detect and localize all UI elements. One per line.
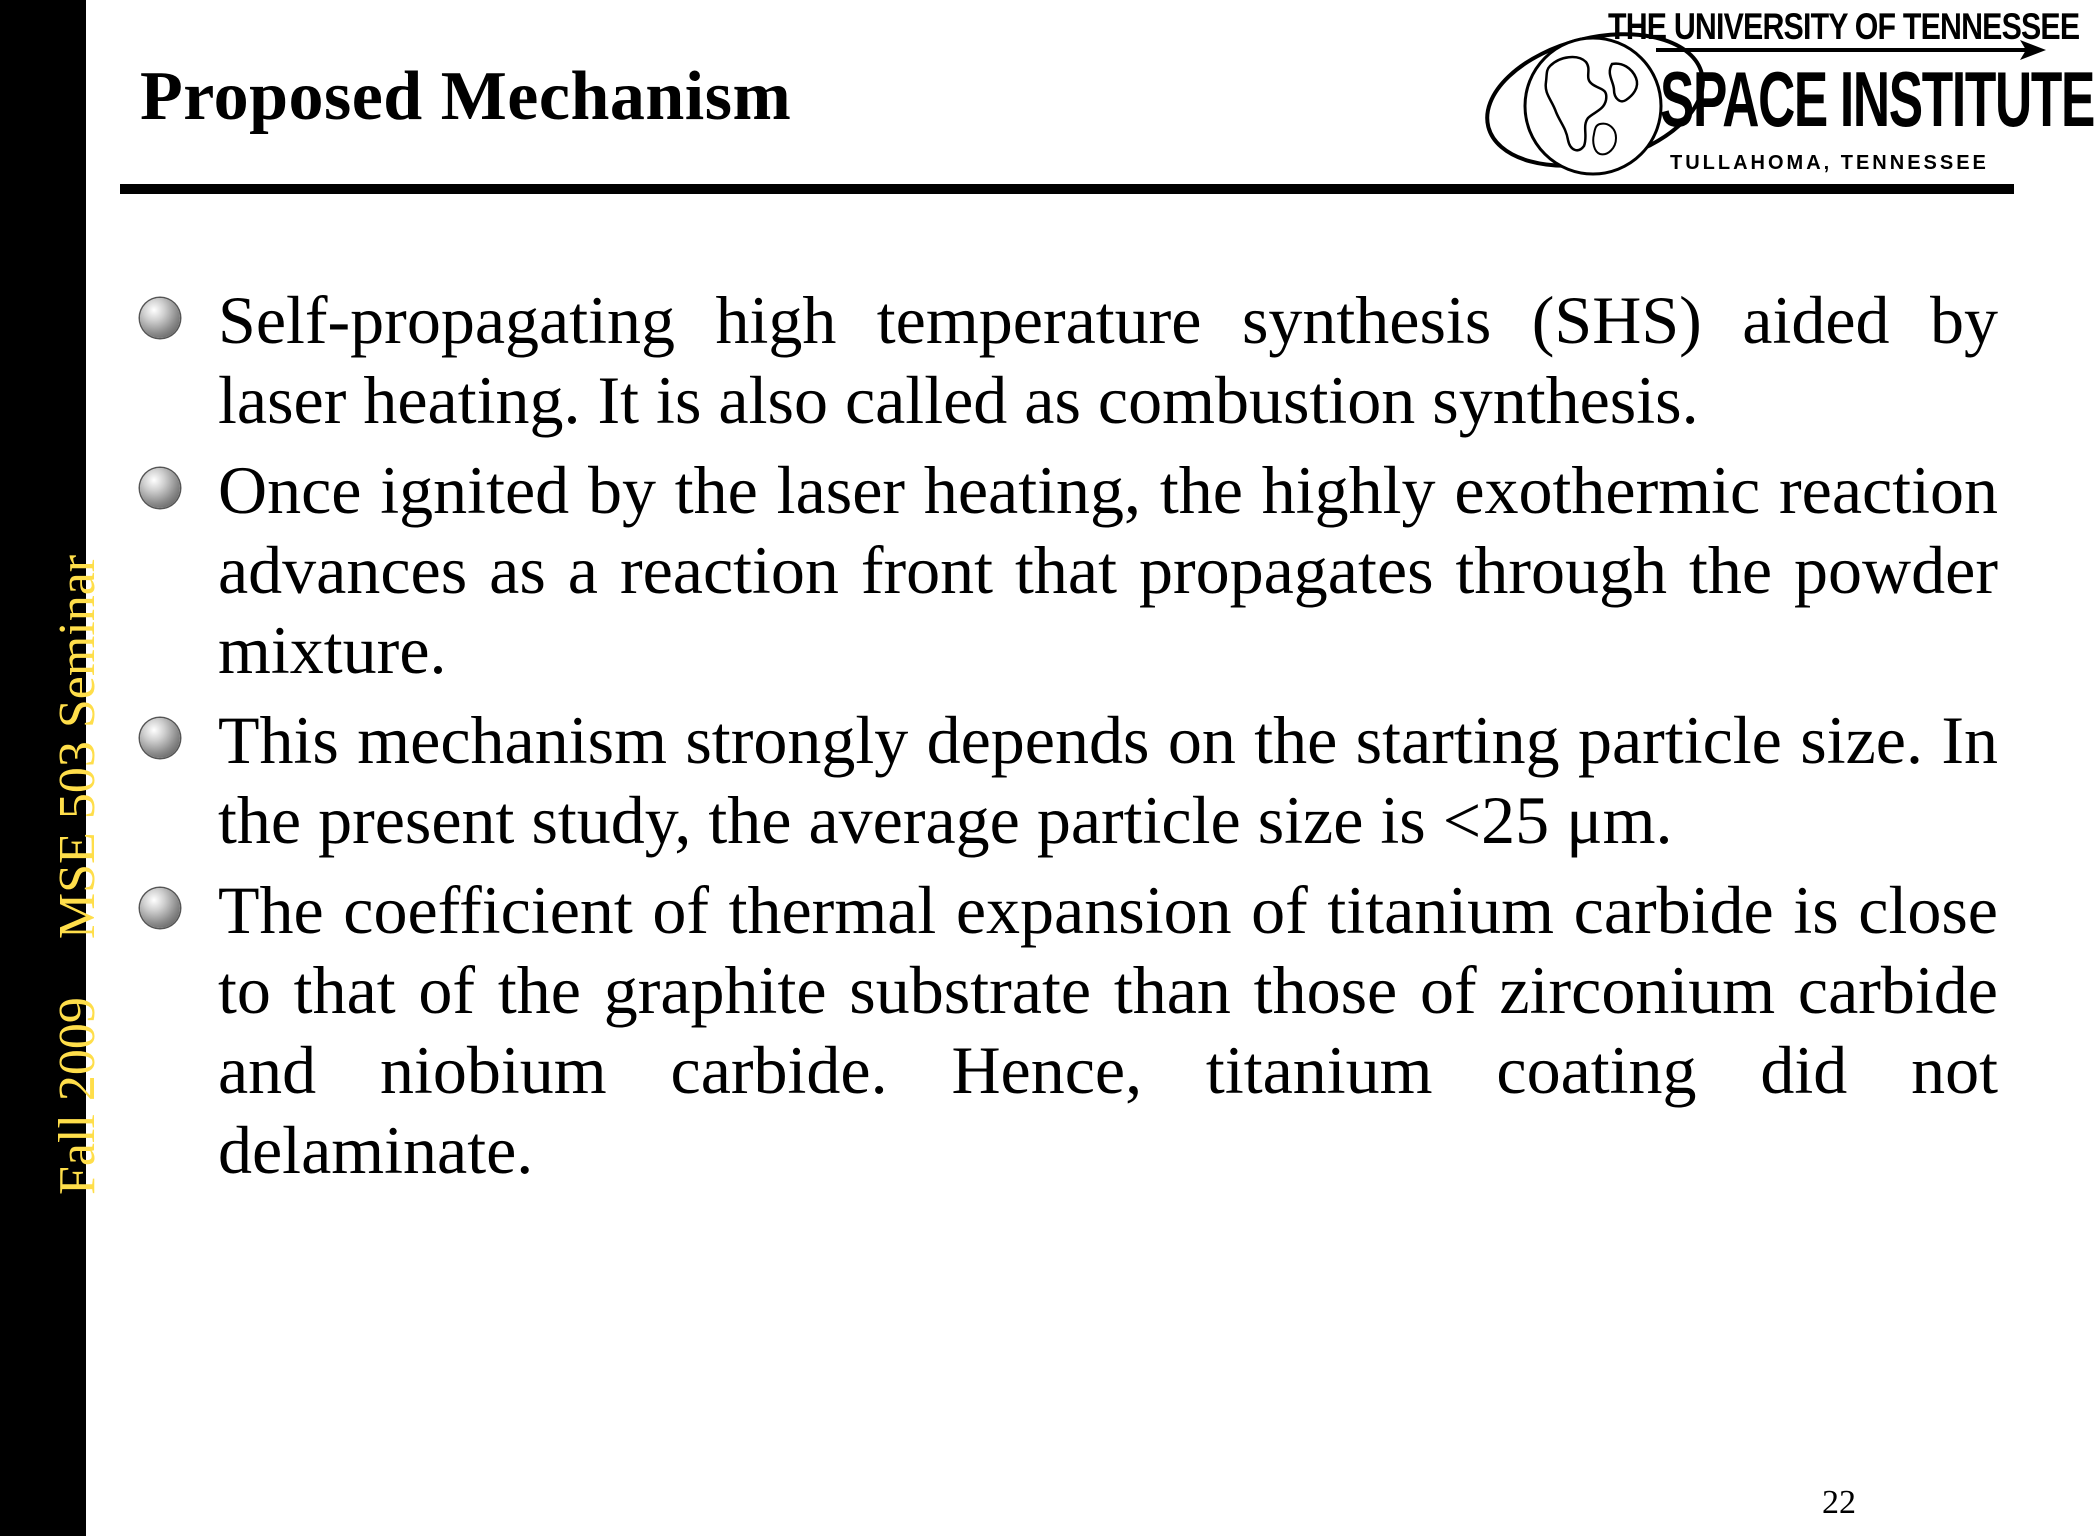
sidebar-term: Fall 2009	[49, 997, 106, 1195]
sphere-bullet-icon	[140, 298, 180, 338]
bullet-item	[140, 870, 1998, 1190]
bullet-item	[140, 450, 1998, 690]
bullet-text: The coefficient of thermal expansion of titanium carbide is close to that of the graphite substrate than those of zirconium carbide and niobium carbide. Hence, titanium coating did not delaminate.	[218, 872, 1998, 1188]
sphere-bullet-icon	[140, 718, 180, 758]
bullet-list	[140, 280, 1998, 1200]
sphere-bullet-icon	[140, 468, 180, 508]
sidebar-caption	[49, 554, 106, 1195]
bullet-text: This mechanism strongly depends on the starting particle size. In the present study, the average particle size is <25 μm.	[218, 702, 1998, 858]
university-logo	[1480, 4, 2094, 180]
sphere-bullet-icon	[140, 888, 180, 928]
title-divider	[120, 184, 2014, 194]
page-number: 22	[1822, 1484, 1856, 1521]
bullet-item	[140, 700, 1998, 860]
logo-university-name: THE UNIVERSITY OF TENNESSEE	[1608, 6, 2080, 47]
logo-institute-name: SPACE INSTITUTE	[1660, 55, 2094, 143]
bullet-text: Self-propagating high temperature synthesis (SHS) aided by laser heating. It is also called as combustion synthesis.	[218, 282, 1998, 438]
bullet-item	[140, 280, 1998, 440]
sidebar-course: MSE 503 Seminar	[49, 554, 106, 940]
bullet-text: Once ignited by the laser heating, the highly exothermic reaction advances as a reaction front that propagates through the powder mixture.	[218, 452, 1998, 688]
logo-location: TULLAHOMA, TENNESSEE	[1670, 152, 1989, 174]
slide-title: Proposed Mechanism	[140, 58, 792, 135]
